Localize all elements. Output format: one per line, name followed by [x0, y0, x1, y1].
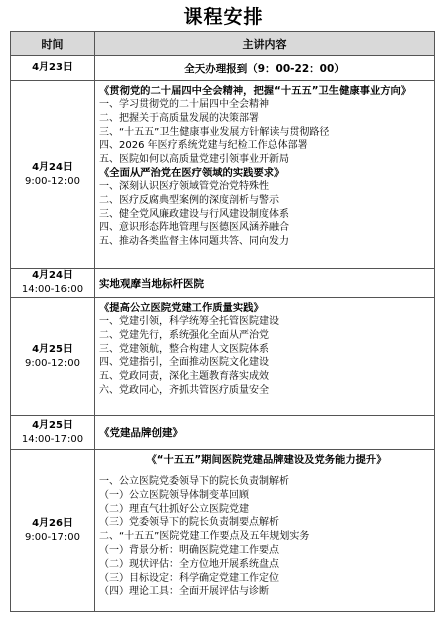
- agenda-item: 五、党政同责，深化主题教育落实成效: [99, 371, 269, 383]
- session-time: 9:00-12:00: [25, 357, 80, 369]
- table-row: [11, 298, 435, 416]
- agenda-item: 三、党建领航，整合构建人文医院体系: [99, 343, 269, 355]
- header-time: 时间: [11, 32, 95, 56]
- session-time: 9:00-12:00: [25, 175, 80, 187]
- agenda-item: （二）现状评估：全方位地开展系统盘点: [99, 558, 279, 570]
- session-date: 4月26日: [32, 517, 73, 529]
- time-cell: [11, 416, 95, 450]
- table-row: [11, 269, 435, 298]
- header-content: 主讲内容: [95, 32, 435, 56]
- section-heading: 《贯彻党的二十届四中全会精神，把握“十五五”卫生健康事业方向》: [99, 85, 412, 97]
- agenda-item: 五、推动各类监督主体同题共答、同向发力: [99, 236, 289, 248]
- agenda-item: 二、党建先行，系统强化全面从严治党: [99, 329, 269, 341]
- time-cell: [11, 450, 95, 612]
- content-cell: [95, 81, 435, 269]
- session-time: 14:00-17:00: [21, 433, 84, 445]
- agenda-item: 六、党政同心，齐抓共管医疗质量安全: [99, 384, 269, 396]
- agenda-item: 三、“十五五”卫生健康事业发展方针解读与贯彻路径: [99, 126, 330, 138]
- agenda-item: 二、“十五五”医院党建工作要点及五年规划实务: [99, 531, 310, 543]
- content-cell: [95, 298, 435, 416]
- session-time: 9:00-17:00: [25, 531, 80, 543]
- session-date: 4月25日: [32, 419, 73, 431]
- agenda-item: 一、公立医院党委领导下的院长负责制解析: [99, 476, 289, 487]
- session-time: 14:00-16:00: [21, 284, 84, 295]
- section-heading: 《“十五五”期间医院党建品牌建设及党务能力提升》: [146, 454, 387, 466]
- table-row: [11, 450, 435, 612]
- agenda-item: （二）理直气壮抓好公立医院党建: [99, 503, 249, 515]
- agenda-item: （一）背景分析：明确医院党建工作要点: [99, 544, 279, 556]
- session-topic: 《党建品牌创建》: [95, 416, 435, 450]
- agenda-item: 二、把握关于高质量发展的决策部署: [99, 112, 259, 124]
- table-header-row: [11, 32, 435, 56]
- section-heading: 《全面从严治党在医疗领域的实践要求》: [99, 166, 285, 179]
- session-topic: 实地观摩当地标杆医院: [95, 269, 435, 298]
- table-row: [11, 56, 435, 81]
- agenda-item: 四、2026 年医疗系统党建与纪检工作总体部署: [99, 140, 308, 152]
- session-date: 4月25日: [32, 343, 73, 355]
- agenda-item: 二、医疗反腐典型案例的深度剖析与警示: [99, 194, 279, 206]
- agenda-item: 三、健全党风廉政建设与行风建设制度体系: [99, 208, 289, 220]
- time-cell: [11, 269, 95, 298]
- agenda-item: 四、意识形态阵地管理与医德医风涵养融合: [99, 222, 289, 234]
- session-date: 4月23日: [32, 62, 73, 73]
- table-row: [11, 81, 435, 269]
- time-cell: [11, 298, 95, 416]
- time-cell: [11, 56, 95, 81]
- page-title: 课程安排: [183, 6, 264, 28]
- agenda-item: 一、学习贯彻党的二十届四中全会精神: [99, 99, 269, 110]
- agenda-item: （三）目标设定：科学确定党建工作定位: [99, 572, 279, 584]
- time-cell: [11, 81, 95, 269]
- agenda-item: （三）党委领导下的院长负责制要点解析: [99, 517, 279, 529]
- agenda-item: （一）公立医院领导体制变革回顾: [99, 489, 249, 501]
- schedule-table: [10, 31, 435, 612]
- session-date: 4月24日: [32, 270, 73, 281]
- agenda-item: （四）理论工具：全面开展评估与诊断: [99, 586, 269, 598]
- agenda-item: 四、党建指引，全面推动医院文化建设: [99, 357, 269, 369]
- session-date: 4月24日: [32, 161, 73, 173]
- agenda-item: 五、医院如何以高质量党建引领事业开新局: [99, 154, 289, 166]
- agenda-item: 一、党建引领，科学统筹全托管医院建设: [99, 316, 279, 327]
- table-row: [11, 416, 435, 450]
- content-cell: [95, 450, 435, 612]
- agenda-item: 一、深刻认识医疗领域管党治党特殊性: [99, 180, 269, 192]
- registration-cell: 全天办理报到（9：00-22：00）: [95, 56, 435, 81]
- section-heading: 《提高公立医院党建工作质量实践》: [99, 302, 264, 314]
